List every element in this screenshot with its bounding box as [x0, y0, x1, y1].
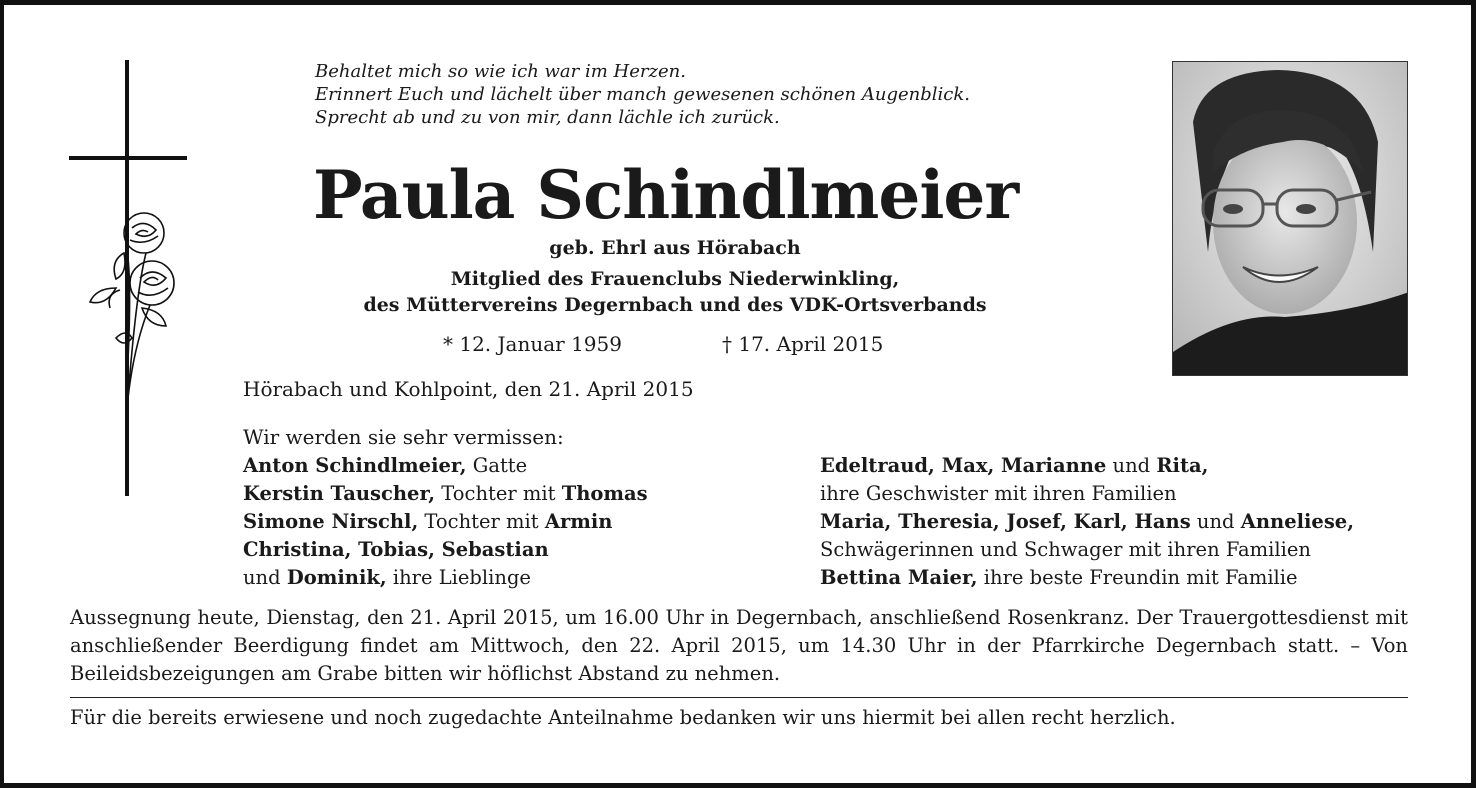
mourner-name: Simone Nirschl,	[243, 510, 419, 533]
service-info: Aussegnung heute, Dienstag, den 21. April 2015, um 16.00 Uhr in Degernbach, anschließend Rosenkranz. Der Trauergottesdienst mit anschließender Beerdigung findet am Mittwoch, den 22. April 2015, um 14.30 Uhr in der Pfarrkirche Degernbach statt. – Von Beileidsbezeigungen am Grabe bitten wir höflichst Abstand zu nehmen.	[70, 606, 1408, 685]
mourner-name: Rita,	[1156, 454, 1209, 477]
poem	[315, 60, 970, 129]
thanks-text: Für die bereits erwiesene und noch zugedachte Anteilnahme bedanken wir uns hiermit bei allen recht herzlich.	[70, 706, 1176, 729]
list-item	[243, 564, 648, 592]
mourners-intro: Wir werden sie sehr vermissen:	[243, 425, 564, 449]
mourners-left	[243, 452, 648, 592]
mourner-name: Anneliese,	[1240, 510, 1354, 533]
relation: Tochter mit	[418, 510, 545, 533]
list-item	[820, 564, 1354, 592]
mourner-name: Maria, Theresia, Josef, Karl, Hans	[820, 510, 1191, 533]
list-item	[820, 508, 1354, 536]
list-item	[243, 452, 648, 480]
relation: Gatte	[466, 454, 528, 477]
poem-line: Erinnert Euch und lächelt über manch gewesenen schönen Augenblick.	[315, 84, 970, 105]
cross-bar	[69, 156, 187, 160]
membership-line: des Müttervereins Degernbach und des VDK-Ortsverbands	[363, 294, 987, 316]
relation: und	[1106, 454, 1157, 477]
maiden-name: geb. Ehrl aus Hörabach	[549, 237, 801, 259]
list-item	[243, 508, 648, 536]
list-item	[820, 452, 1354, 480]
divider	[70, 697, 1408, 698]
relation: ihre beste Freundin mit Familie	[977, 566, 1298, 589]
mourner-name: Bettina Maier,	[820, 566, 978, 589]
membership-line: Mitglied des Frauenclubs Niederwinkling,	[450, 268, 900, 290]
mourner-name: Thomas	[561, 482, 648, 505]
birth-date: * 12. Januar 1959	[443, 332, 622, 356]
list-item	[820, 536, 1354, 564]
mourner-name: Dominik,	[286, 566, 387, 589]
relation: ihre Geschwister mit ihren Familien	[820, 482, 1177, 505]
roses-icon	[86, 208, 186, 398]
portrait-photo	[1172, 61, 1408, 376]
mourner-name: Edeltraud, Max, Marianne	[820, 454, 1107, 477]
mourner-name: Anton Schindlmeier,	[243, 454, 467, 477]
relation: Schwägerinnen und Schwager mit ihren Familien	[820, 538, 1311, 561]
list-item	[820, 480, 1354, 508]
mourners-right	[820, 452, 1354, 592]
place-date: Hörabach und Kohlpoint, den 21. April 2015	[243, 377, 694, 401]
mourner-name: Armin	[544, 510, 613, 533]
deceased-name: Paula Schindlmeier	[313, 156, 1019, 234]
mourner-name: Christina, Tobias, Sebastian	[243, 538, 549, 561]
poem-line: Sprecht ab und zu von mir, dann lächle ich zurück.	[315, 107, 780, 128]
death-date: † 17. April 2015	[722, 332, 884, 356]
relation: ihre Lieblinge	[386, 566, 531, 589]
poem-line: Behaltet mich so wie ich war im Herzen.	[315, 61, 686, 82]
portrait-image	[1173, 62, 1408, 376]
relation: Tochter mit	[435, 482, 562, 505]
list-item	[243, 480, 648, 508]
list-item	[243, 536, 648, 564]
relation: und	[1190, 510, 1241, 533]
mourner-name: Kerstin Tauscher,	[243, 482, 436, 505]
relation: und	[243, 566, 287, 589]
